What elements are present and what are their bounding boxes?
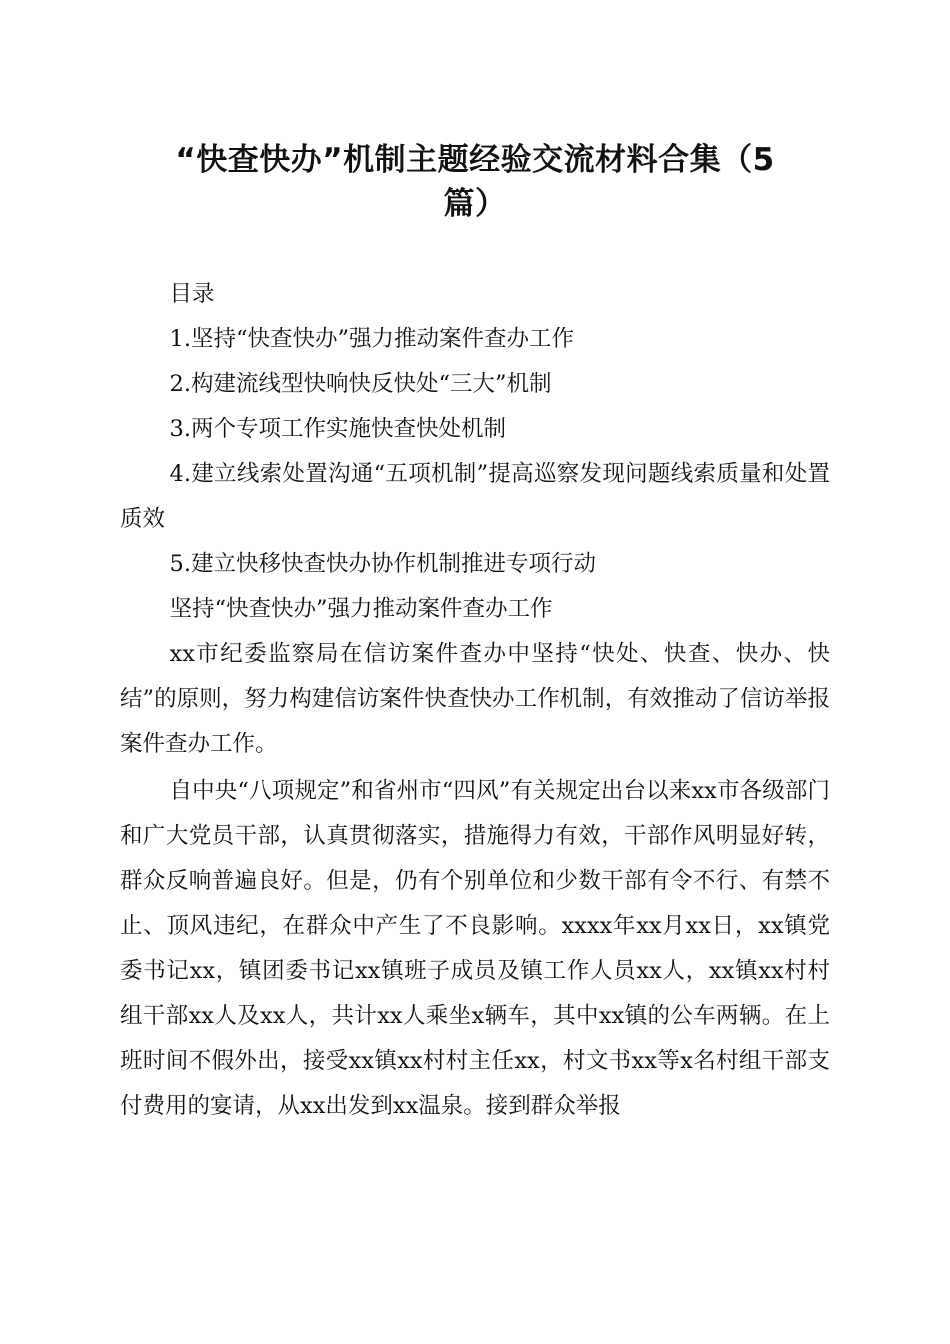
paragraph-2: 自中央“八项规定”和省州市“四风”有关规定出台以来xx市各级部门和广大党员干部，认真贯彻落实，措施得力有效，干部作风明显好转，群众反响普遍良好。但是，仍有个别单位和少数干部有令不行、有禁不止、顶风违纪，在群众中产生了不良影响。xxxx年xx月xx日，xx镇党委书记xx，镇团委书记xx镇班子成员及镇工作人员xx人，xx镇xx村村组干部xx人及xx人，共计xx人乘坐x辆车，其中xx镇的公车两辆。在上班时间不假外出，接受xx镇xx村村主任xx，村文书xx等x名村组干部支付费用的宴请，从xx出发到xx温泉。接到群众举报 [120, 778, 830, 1119]
toc-item-4: 4.建立线索处置沟通“五项机制”提高巡察发现问题线索质量和处置质效 [120, 461, 830, 532]
document-title-line2: 篇） [443, 186, 507, 222]
toc-heading: 目录 [169, 281, 215, 307]
toc-item-5: 5.建立快移快查快办协作机制推进专项行动 [169, 551, 596, 577]
toc-item-1: 1.坚持“快查快办”强力推动案件查办工作 [169, 326, 574, 352]
toc-item-2: 2.构建流线型快响快反快处“三大”机制 [169, 371, 552, 397]
document-title [120, 138, 830, 226]
document-body [120, 272, 830, 1129]
toc-item-3: 3.两个专项工作实施快查快处机制 [169, 416, 506, 442]
document-title-line1: “快查快办”机制主题经验交流材料合集（5 [175, 142, 775, 178]
section-title: 坚持“快查快办”强力推动案件查办工作 [169, 596, 553, 622]
paragraph-1: xx市纪委监察局在信访案件查办中坚持“快处、快查、快办、快结”的原则，努力构建信访案件快查快办工作机制，有效推动了信访举报案件查办工作。 [120, 641, 830, 757]
